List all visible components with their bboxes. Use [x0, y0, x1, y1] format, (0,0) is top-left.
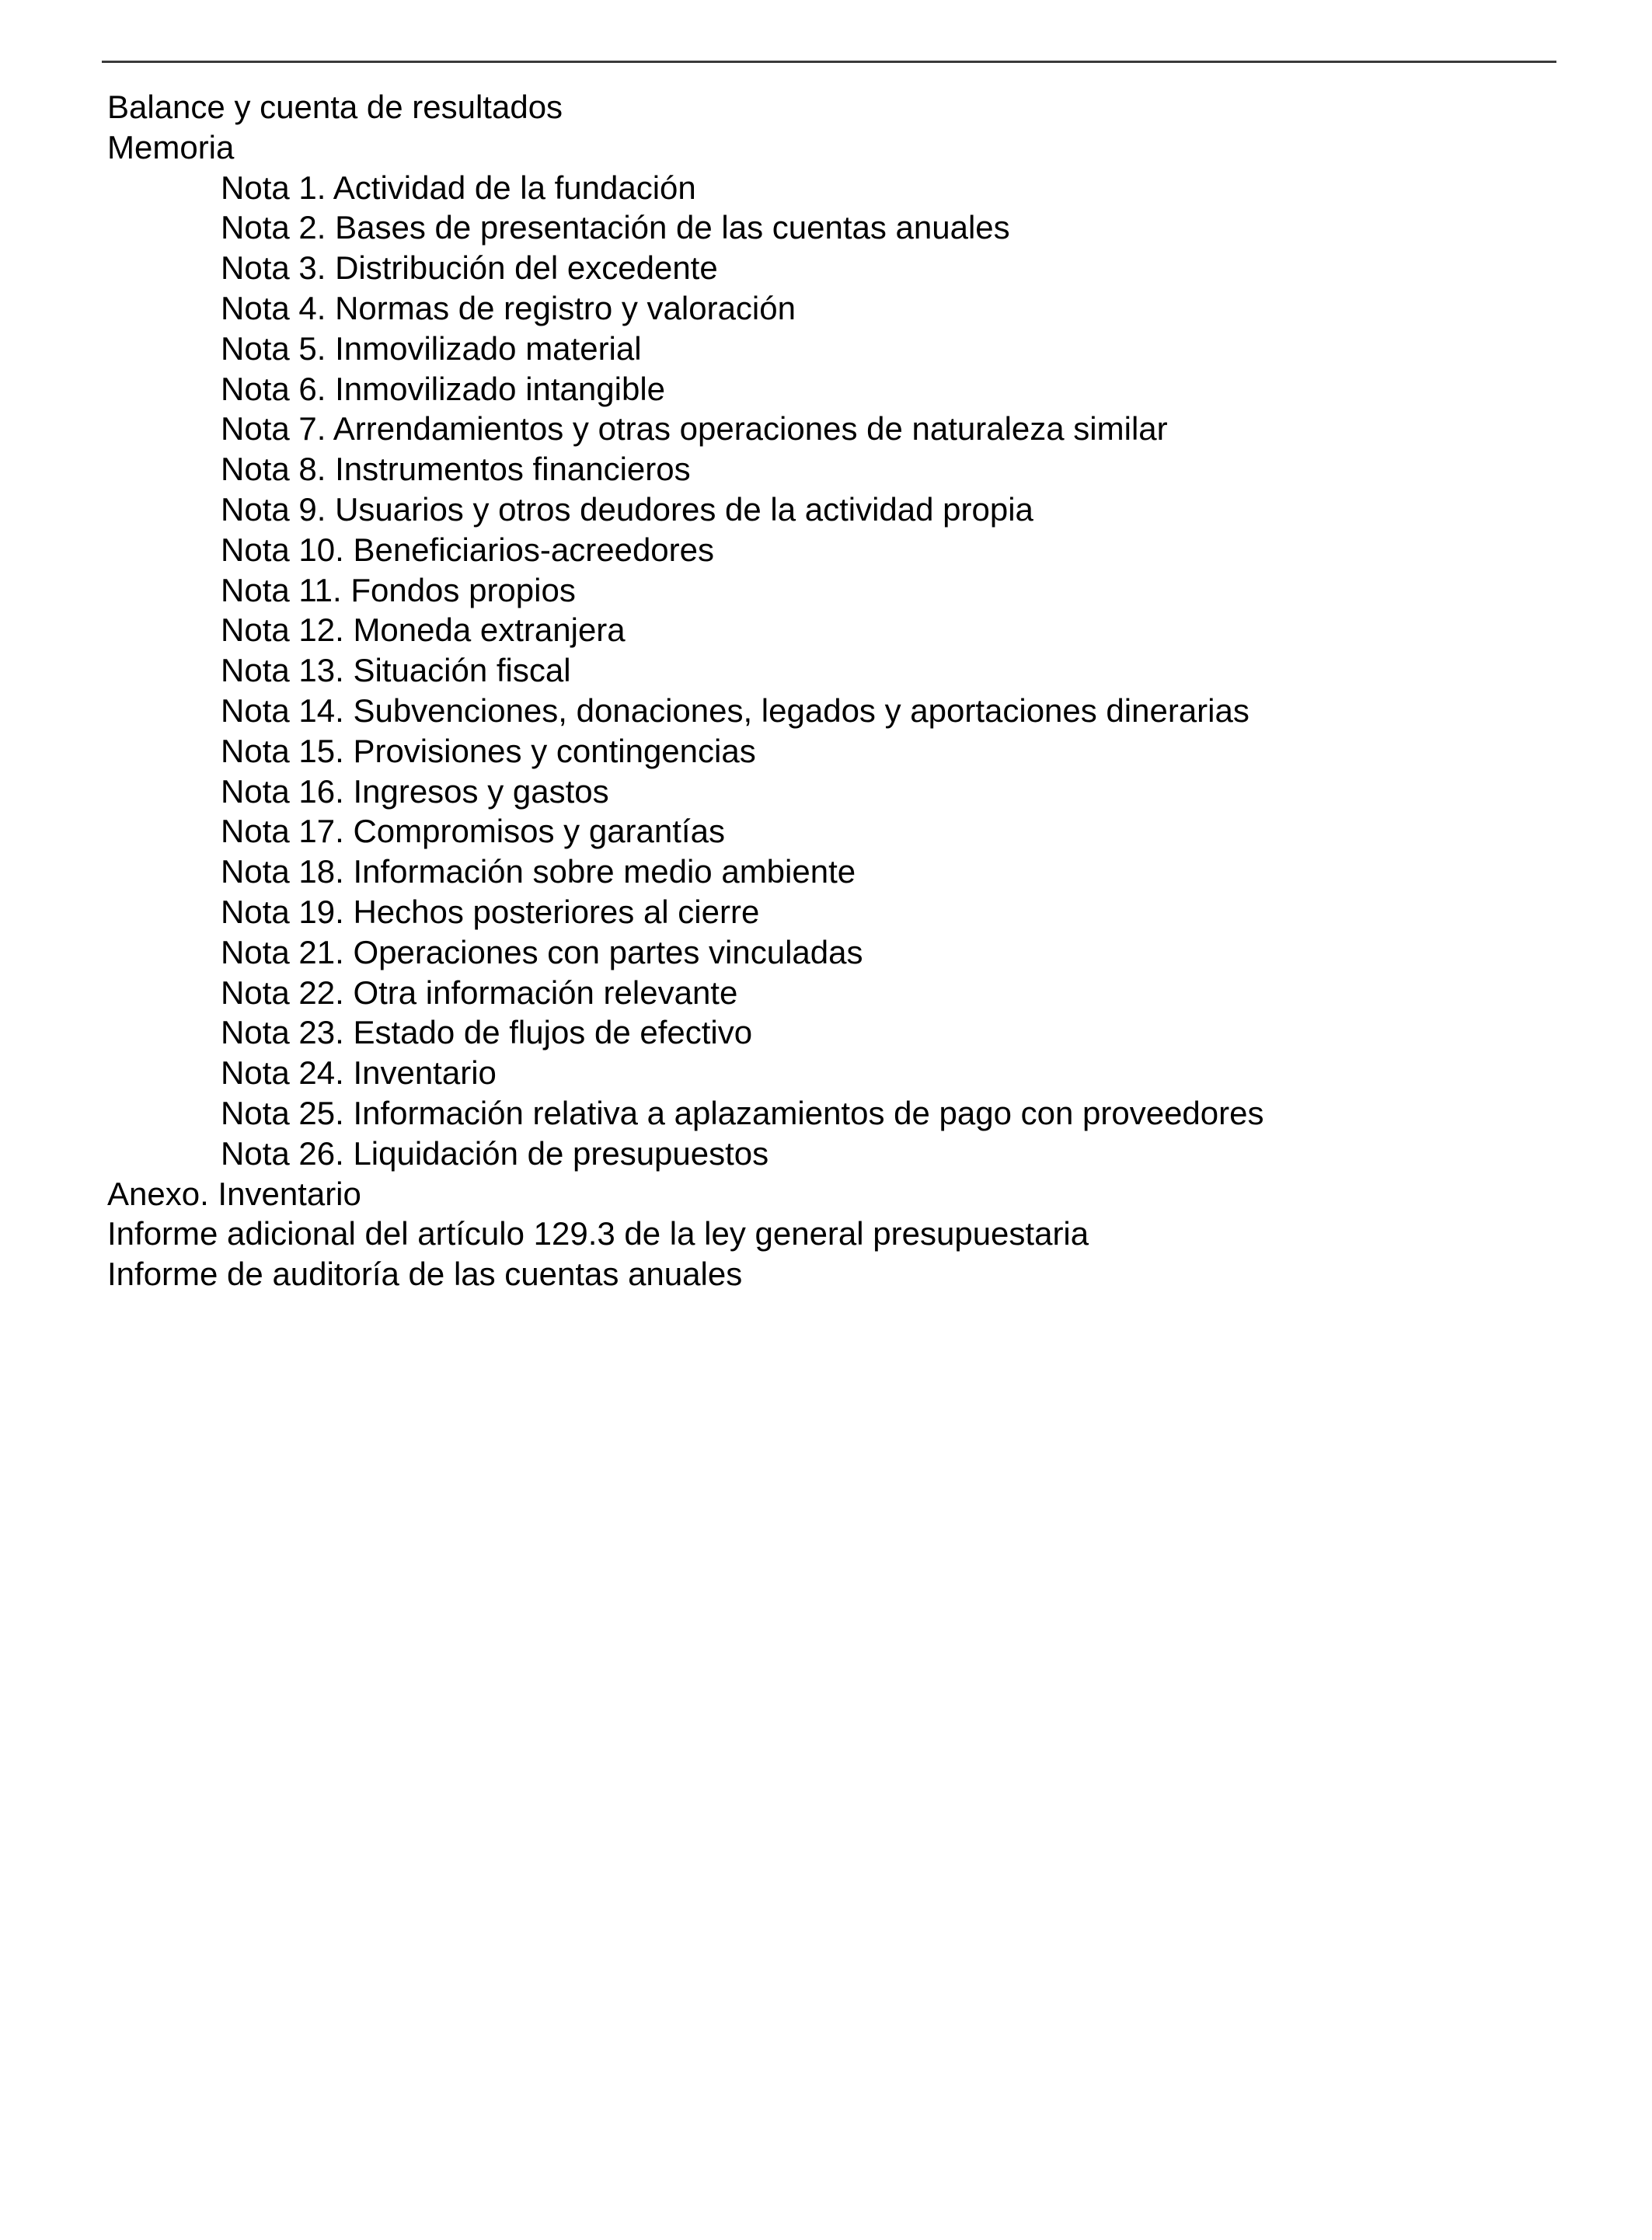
toc-note-entry: Nota 3. Distribución del excedente — [221, 249, 718, 287]
toc-note-entry: Nota 8. Instrumentos financieros — [221, 451, 691, 488]
toc-section-entry: Balance y cuenta de resultados — [107, 89, 563, 125]
toc-section-entry: Memoria — [107, 128, 235, 165]
toc-note-entry: Nota 13. Situación fiscal — [221, 652, 571, 689]
toc-note-entry: Nota 22. Otra información relevante — [221, 974, 738, 1011]
toc-note-entry: Nota 23. Estado de flujos de efectivo — [221, 1014, 753, 1051]
toc-note-entry: Nota 4. Normas de registro y valoración — [221, 289, 796, 326]
toc-note-entry: Nota 14. Subvenciones, donaciones, legados y aportaciones dinerarias — [221, 692, 1249, 729]
toc-note-entry: Nota 25. Información relativa a aplazamientos de pago con proveedores — [221, 1094, 1264, 1131]
toc-section-entry: Anexo. Inventario — [107, 1175, 361, 1212]
toc-note-entry: Nota 5. Inmovilizado material — [221, 329, 642, 367]
toc-note-entry: Nota 6. Inmovilizado intangible — [221, 370, 666, 407]
toc-note-entry: Nota 19. Hechos posteriores al cierre — [221, 893, 760, 930]
toc-note-entry: Nota 11. Fondos propios — [221, 571, 576, 608]
toc-note-entry: Nota 17. Compromisos y garantías — [221, 813, 725, 850]
table-of-contents — [107, 87, 1553, 1294]
toc-note-entry: Nota 1. Actividad de la fundación — [221, 169, 696, 206]
toc-note-entry: Nota 24. Inventario — [221, 1054, 497, 1092]
toc-note-entry: Nota 16. Ingresos y gastos — [221, 772, 609, 810]
toc-section-entry: Informe de auditoría de las cuentas anuales — [107, 1256, 743, 1293]
toc-note-entry: Nota 9. Usuarios y otros deudores de la actividad propia — [221, 490, 1033, 528]
toc-section-entry: Informe adicional del artículo 129.3 de la ley general presupuestaria — [107, 1215, 1089, 1252]
toc-note-entry: Nota 15. Provisiones y contingencias — [221, 732, 756, 769]
toc-note-entry: Nota 26. Liquidación de presupuestos — [221, 1134, 769, 1172]
toc-note-entry: Nota 12. Moneda extranjera — [221, 611, 626, 649]
toc-note-entry: Nota 10. Beneficiarios-acreedores — [221, 531, 715, 568]
top-divider — [102, 61, 1556, 63]
toc-note-entry: Nota 21. Operaciones con partes vinculadas — [221, 933, 863, 970]
toc-note-entry: Nota 18. Información sobre medio ambiente — [221, 853, 856, 890]
toc-note-entry: Nota 2. Bases de presentación de las cuentas anuales — [221, 209, 1010, 246]
toc-note-entry: Nota 7. Arrendamientos y otras operaciones de naturaleza similar — [221, 410, 1168, 448]
